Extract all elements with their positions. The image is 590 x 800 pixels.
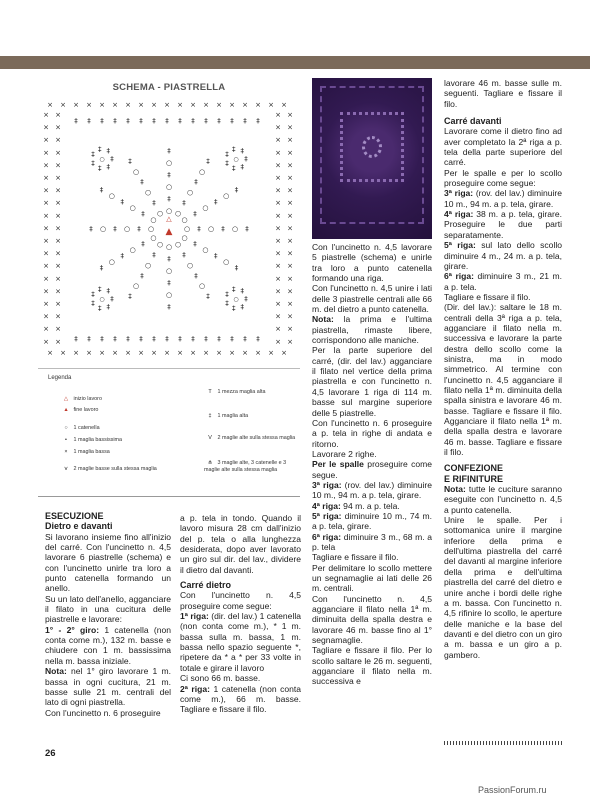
- svg-text:‡: ‡: [193, 240, 197, 248]
- svg-text:‡: ‡: [165, 335, 169, 343]
- svg-text:‡: ‡: [98, 145, 102, 154]
- legend-title: Legenda: [48, 375, 72, 381]
- svg-text:×: ×: [43, 111, 49, 119]
- watermark: PassionForum.ru: [478, 785, 547, 795]
- svg-text:‡: ‡: [182, 199, 186, 208]
- svg-text:‡: ‡: [141, 240, 145, 248]
- svg-text:‡: ‡: [244, 295, 248, 303]
- svg-text:‡: ‡: [221, 225, 225, 233]
- svg-text:○: ○: [150, 234, 157, 242]
- svg-text:○: ○: [108, 258, 115, 266]
- svg-text:○: ○: [150, 216, 157, 224]
- heading-dietro-davanti: Dietro e davanti: [45, 521, 113, 532]
- svg-text:×: ×: [60, 101, 66, 109]
- svg-text:×: ×: [275, 199, 281, 208]
- svg-text:‡: ‡: [120, 252, 124, 260]
- svg-text:×: ×: [43, 123, 49, 132]
- svg-text:×: ×: [287, 300, 293, 308]
- svg-text:○: ○: [198, 167, 206, 176]
- svg-text:‡: ‡: [167, 279, 171, 287]
- svg-text:▲: ▲: [165, 227, 173, 237]
- double-x-icon: ⋎: [64, 466, 68, 472]
- svg-text:‡: ‡: [167, 195, 171, 203]
- svg-text:×: ×: [287, 161, 293, 170]
- svg-text:‡: ‡: [214, 252, 218, 260]
- svg-text:‡: ‡: [74, 335, 78, 343]
- svg-text:○: ○: [202, 246, 209, 254]
- heading-carre-dietro: Carré dietro: [180, 580, 232, 591]
- svg-text:○: ○: [156, 209, 164, 218]
- svg-text:×: ×: [281, 101, 287, 109]
- svg-text:×: ×: [43, 224, 49, 233]
- svg-text:‡: ‡: [256, 117, 260, 125]
- svg-text:×: ×: [55, 211, 61, 220]
- svg-text:×: ×: [125, 349, 131, 357]
- legend-item-double: ‡ 1 maglia alta: [204, 413, 248, 420]
- svg-text:×: ×: [216, 101, 222, 109]
- svg-text:‡: ‡: [165, 117, 169, 125]
- svg-text:×: ×: [43, 148, 49, 157]
- legend-item-shell: ⋔ 3 maglie alte, 3 catenelle e 3 maglie alte sulla stessa maglia: [204, 460, 287, 473]
- svg-text:○: ○: [165, 183, 173, 191]
- svg-text:‡: ‡: [178, 117, 182, 125]
- svg-text:‡: ‡: [152, 199, 156, 208]
- svg-text:×: ×: [275, 337, 281, 346]
- crochet-chart-graphic: [38, 79, 300, 367]
- svg-text:‡: ‡: [194, 178, 198, 187]
- svg-text:×: ×: [112, 101, 118, 109]
- svg-text:‡: ‡: [230, 335, 234, 343]
- heading-confezione: CONFEZIONE: [444, 463, 504, 474]
- svg-text:○: ○: [174, 209, 182, 218]
- svg-text:×: ×: [190, 349, 196, 357]
- svg-text:×: ×: [203, 101, 209, 109]
- svg-text:×: ×: [287, 199, 293, 208]
- svg-text:○: ○: [202, 204, 209, 212]
- svg-text:‡: ‡: [206, 292, 210, 301]
- svg-text:‡: ‡: [243, 335, 247, 343]
- svg-text:×: ×: [151, 349, 157, 357]
- svg-text:○: ○: [132, 282, 140, 291]
- svg-text:×: ×: [99, 101, 105, 109]
- svg-text:×: ×: [287, 312, 293, 321]
- svg-text:×: ×: [55, 262, 61, 271]
- svg-text:×: ×: [287, 325, 293, 334]
- svg-text:×: ×: [112, 349, 118, 357]
- svg-text:×: ×: [55, 274, 61, 283]
- svg-text:‡: ‡: [89, 225, 93, 233]
- svg-text:×: ×: [287, 174, 293, 182]
- svg-text:‡: ‡: [113, 225, 117, 233]
- legend-item-single: × 1 maglia bassa: [60, 449, 110, 456]
- svg-text:○: ○: [231, 225, 239, 233]
- svg-text:‡: ‡: [240, 302, 244, 311]
- svg-text:×: ×: [275, 300, 281, 308]
- svg-text:×: ×: [73, 349, 79, 357]
- svg-text:‡: ‡: [110, 295, 114, 303]
- svg-text:×: ×: [43, 300, 49, 308]
- svg-text:○: ○: [207, 225, 215, 233]
- svg-text:×: ×: [229, 349, 235, 357]
- svg-text:‡: ‡: [139, 117, 143, 125]
- svg-text:×: ×: [287, 337, 293, 346]
- svg-text:‡: ‡: [106, 162, 110, 171]
- svg-text:×: ×: [287, 274, 293, 283]
- svg-text:○: ○: [99, 156, 105, 163]
- svg-text:‡: ‡: [191, 117, 195, 125]
- svg-text:○: ○: [99, 296, 105, 303]
- legend-item-half-double: Т 1 mezza maglia alta: [204, 389, 265, 396]
- svg-text:‡: ‡: [141, 210, 145, 218]
- swatch-photo: [312, 78, 432, 239]
- svg-text:‡: ‡: [137, 225, 141, 233]
- v-stitch-icon: V: [208, 435, 212, 441]
- svg-text:×: ×: [287, 224, 293, 233]
- svg-text:‡: ‡: [140, 178, 144, 187]
- svg-text:○: ○: [165, 267, 173, 275]
- svg-text:‡: ‡: [230, 117, 234, 125]
- svg-text:‡: ‡: [232, 304, 236, 313]
- column-2: a p. tela in tondo. Quando il lavoro misura 28 cm dall'inizio del p. tela o alla lunghezza desiderata, dopo aver lavorato un giro sul dir. del lav., dividere il dietro dal davanti. Carré dietro Con l'uncinetto n. 4,5 proseguire come segue: 1ª riga: (dir. del lav.) 1 catenella (non conta come m.), * 1 m. bassa sulla m. bassa, 1 m. bassa nello spazio seguente *, ripetere da * a * per 33 volte in totale e girare il lavoro Ci sono 66 m. basse. 2ª riga: 1 catenella (non conta come m.), 66 m. basse. Tagliare e fissare il filo.: [180, 513, 301, 715]
- svg-text:×: ×: [229, 101, 235, 109]
- svg-text:×: ×: [43, 174, 49, 182]
- svg-text:○: ○: [165, 159, 173, 167]
- dot-icon: •: [65, 437, 67, 443]
- svg-text:‡: ‡: [232, 145, 236, 154]
- svg-text:○: ○: [174, 240, 182, 249]
- svg-text:×: ×: [138, 101, 144, 109]
- half-double-icon: Т: [208, 389, 212, 395]
- svg-text:×: ×: [164, 101, 170, 109]
- svg-text:‡: ‡: [204, 335, 208, 343]
- svg-text:‡: ‡: [87, 335, 91, 343]
- svg-text:○: ○: [183, 225, 191, 233]
- svg-text:○: ○: [186, 261, 194, 270]
- svg-text:×: ×: [287, 186, 293, 195]
- svg-text:×: ×: [55, 186, 61, 195]
- svg-text:‡: ‡: [100, 335, 104, 343]
- column-4: lavorare 46 m. basse sulle m. seguenti. Tagliare e fissare il filo. Carré davanti Lavorare come il dietro fino ad aver completato la 2ª riga a p. tela della parte superiore del carré. Per le spalle e per lo scollo proseguire come segue: 3ª riga: (rov. del lav.) diminuire 10 m., 94 m. a p. tela, girare. 4ª riga: 38 m. a p. tela, girare. Proseguire le due parti separatamente. 5ª riga: sul lato dello scollo diminuire 4 m., 24 m. a p. tela, girare. 6ª riga: diminuire 3 m., 21 m. a p. tela. Tagliare e fissare il filo. (Dir. del lav.): saltare le 18 m. centrali della 3ª riga a p. tela, agganciare il filato nella m. successiva e lavorare la parte destra dello scollo come la sinistra, ma in modo simmetrico. Al termine con l'uncinetto n. 4,5 agganciare il filato nella 1ª m. diminuita della spalla sinistra e lavorare 46 m. basse. Tagliare e fissare il filo. Agganciare il filato nella 1ª m. della spalla destra e lavorare 46 m. basse. Tagliare e fissare il filo. CONFEZIONE E RIFINITURE Nota: tutte le cuciture saranno eseguite con l'uncinetto n. 4,5 a punto catenella. Unire le spalle. Per i sottomanica unire il margine inferiore della prima e dell'ultima piastrella del carré del davanti al margine inferiore della prima e dell'ultima piastrella del carré del dietro e unire anche i bordi delle righe a m. bassa. Con l'uncinetto n. 4,5 rifinire lo scollo, le aperture delle maniche e la base del davanti e del dietro con un giro a m. bassa e un giro a p. gambero.: [444, 78, 563, 660]
- svg-text:‡: ‡: [98, 304, 102, 313]
- svg-text:‡: ‡: [99, 186, 104, 194]
- svg-text:‡: ‡: [110, 155, 114, 163]
- svg-text:○: ○: [223, 258, 230, 266]
- svg-text:‡: ‡: [113, 335, 117, 343]
- svg-text:×: ×: [287, 262, 293, 271]
- svg-text:○: ○: [132, 167, 140, 176]
- svg-text:×: ×: [55, 312, 61, 321]
- svg-text:×: ×: [255, 349, 261, 357]
- column-1: ESECUZIONE Dietro e davanti Si lavorano insieme fino all'inizio del carré. Con l'uncinetto n. 4,5 lavorare 6 piastrelle (schema) e con l'uncinetto unirle tra loro a punto catenella formando un anello. Su un lato dell'anello, agganciare il filato in una cucitura delle piastrelle e lavorare: 1° - 2° giro: 1 catenella (non conta come m.), 132 m. basse e chiudere con 1 m. bassissima nella m. bassa iniziale. Nota: nel 1° giro lavorare 1 m. bassa in ogni cucitura, 21 m. basse sulle 21 m. centrali del lato di ogni piastrella. Con l'uncinetto n. 6 proseguire: [45, 511, 171, 718]
- svg-text:×: ×: [268, 101, 274, 109]
- svg-text:‡: ‡: [128, 292, 132, 301]
- svg-text:‡: ‡: [152, 250, 156, 259]
- svg-text:‡: ‡: [232, 285, 236, 294]
- svg-text:‡: ‡: [106, 147, 110, 156]
- svg-text:×: ×: [47, 101, 53, 109]
- svg-text:×: ×: [275, 224, 281, 233]
- double-crochet-icon: ‡: [208, 413, 212, 419]
- svg-text:×: ×: [43, 337, 49, 346]
- svg-text:×: ×: [43, 312, 49, 321]
- svg-text:○: ○: [165, 207, 173, 215]
- svg-text:‡: ‡: [128, 157, 132, 166]
- svg-text:‡: ‡: [234, 264, 239, 272]
- svg-text:‡: ‡: [91, 150, 95, 159]
- svg-text:×: ×: [275, 249, 281, 258]
- svg-text:×: ×: [151, 101, 157, 109]
- svg-text:×: ×: [55, 148, 61, 157]
- svg-text:‡: ‡: [214, 198, 218, 206]
- svg-text:‡: ‡: [191, 335, 195, 343]
- svg-text:‡: ‡: [245, 225, 249, 233]
- svg-text:‡: ‡: [74, 117, 78, 125]
- page-number: 26: [45, 748, 56, 759]
- svg-text:‡: ‡: [240, 147, 244, 156]
- dotted-end-rule: [444, 741, 562, 745]
- x-icon: ×: [64, 449, 68, 455]
- svg-text:×: ×: [287, 136, 293, 145]
- svg-text:‡: ‡: [140, 271, 144, 280]
- svg-text:×: ×: [43, 325, 49, 334]
- svg-text:×: ×: [275, 161, 281, 170]
- svg-text:‡: ‡: [99, 264, 104, 272]
- svg-text:×: ×: [242, 349, 248, 357]
- svg-text:×: ×: [55, 337, 61, 346]
- svg-text:‡: ‡: [106, 287, 110, 296]
- svg-text:‡: ‡: [232, 164, 236, 173]
- svg-text:×: ×: [287, 237, 293, 245]
- svg-text:×: ×: [275, 237, 281, 245]
- svg-text:‡: ‡: [178, 335, 182, 343]
- diagram-title: SCHEMA - PIASTRELLA: [112, 82, 226, 93]
- svg-text:×: ×: [275, 274, 281, 283]
- svg-text:‡: ‡: [206, 157, 210, 166]
- svg-text:×: ×: [55, 224, 61, 233]
- svg-text:×: ×: [275, 262, 281, 271]
- svg-text:×: ×: [86, 349, 92, 357]
- svg-text:‡: ‡: [87, 117, 91, 125]
- svg-text:‡: ‡: [225, 299, 229, 308]
- svg-text:×: ×: [55, 300, 61, 308]
- svg-text:‡: ‡: [193, 210, 197, 218]
- svg-text:×: ×: [55, 325, 61, 334]
- svg-text:×: ×: [55, 161, 61, 170]
- svg-text:×: ×: [275, 148, 281, 157]
- svg-text:‡: ‡: [91, 299, 95, 308]
- svg-text:×: ×: [43, 211, 49, 220]
- svg-text:×: ×: [43, 262, 49, 271]
- svg-text:○: ○: [144, 261, 152, 270]
- svg-text:‡: ‡: [98, 164, 102, 173]
- svg-text:‡: ‡: [225, 290, 229, 299]
- svg-text:×: ×: [275, 287, 281, 296]
- svg-text:‡: ‡: [91, 290, 95, 299]
- legend-item-chain: ○ 1 catenella: [60, 425, 100, 432]
- svg-text:○: ○: [165, 291, 173, 299]
- svg-text:‡: ‡: [256, 335, 260, 343]
- legend-item-v: V 2 maglie alte sulla stessa maglia: [204, 435, 295, 442]
- svg-text:×: ×: [275, 111, 281, 119]
- svg-text:×: ×: [275, 186, 281, 195]
- svg-text:○: ○: [147, 225, 155, 233]
- svg-text:×: ×: [55, 111, 61, 119]
- svg-text:○: ○: [108, 192, 115, 200]
- svg-text:‡: ‡: [225, 150, 229, 159]
- svg-text:×: ×: [177, 101, 183, 109]
- svg-text:‡: ‡: [152, 335, 156, 343]
- svg-text:○: ○: [181, 216, 188, 224]
- svg-text:×: ×: [86, 101, 92, 109]
- svg-text:×: ×: [55, 123, 61, 132]
- svg-text:○: ○: [129, 204, 136, 212]
- svg-text:○: ○: [99, 225, 107, 233]
- svg-text:×: ×: [275, 325, 281, 334]
- crochet-diagram: [38, 79, 300, 367]
- svg-text:○: ○: [156, 240, 164, 249]
- svg-text:×: ×: [43, 287, 49, 296]
- svg-text:×: ×: [216, 349, 222, 357]
- legend-item-start: △ inizio lavoro: [60, 396, 102, 403]
- legend-item-double-single: ⋎ 2 maglie basse sulla stessa maglia: [60, 466, 157, 473]
- svg-text:×: ×: [43, 186, 49, 195]
- svg-text:×: ×: [60, 349, 66, 357]
- svg-text:×: ×: [138, 349, 144, 357]
- svg-text:○: ○: [144, 188, 152, 197]
- svg-text:‡: ‡: [152, 117, 156, 125]
- svg-text:△: △: [166, 215, 172, 223]
- legend-item-end: ▲ fine lavoro: [60, 407, 98, 414]
- svg-text:‡: ‡: [113, 117, 117, 125]
- svg-text:×: ×: [43, 274, 49, 283]
- svg-text:×: ×: [43, 249, 49, 258]
- svg-text:○: ○: [129, 246, 136, 254]
- column-3: Con l'uncinetto n. 4,5 lavorare 5 piastrelle (schema) e unirle tra loro a punto catenella formando una riga. Con l'uncinetto n. 4,5 unire i lati delle 3 piastrelle centrali alle 66 m. del dietro a punto catenella. Nota: la prima e l'ultima piastrella, rimaste libere, corrispondono alle maniche. Per la parte superiore del carré, (dir. del lav.) agganciare il filato nel vertice della prima piastrella e con l'uncinetto n. 4,5 lavorare 1 riga di 114 m. basse sul margine superiore delle 5 piastrelle. Con l'uncinetto n. 6 proseguire a p. tela in righe di andata e ritorno. Lavorare 2 righe. Per le spalle proseguire come segue. 3ª riga: (rov. del lav.) diminuire 10 m., 94 m. a p. tela, girare. 4ª riga: 94 m. a p. tela. 5ª riga: diminuire 10 m., 74 m. a p. tela, girare. 6ª riga: diminuire 3 m., 68 m. a p. tela Tagliare e fissare il filo. Per delimitare lo scollo mettere un segnamaglie ai lati delle 26 m. centrali. Con l'uncinetto n. 4,5 agganciare il filato nella 1ª m. diminuita della spalla destra e lavorare 46 m. basse fino al 1° segnamaglie. Tagliare e fissare il filo. Per lo scollo saltare le 26 m. seguenti, agganciare il filato nella m. successiva e: [312, 242, 433, 687]
- svg-text:×: ×: [177, 349, 183, 357]
- chain-icon: ○: [64, 425, 68, 431]
- svg-text:×: ×: [287, 148, 293, 157]
- svg-text:‡: ‡: [126, 117, 130, 125]
- heading-esecuzione: ESECUZIONE: [45, 511, 104, 521]
- svg-text:×: ×: [125, 101, 131, 109]
- svg-text:×: ×: [287, 123, 293, 132]
- svg-text:×: ×: [43, 237, 49, 245]
- svg-text:×: ×: [55, 199, 61, 208]
- svg-text:×: ×: [203, 349, 209, 357]
- triangle-outline-icon: △: [63, 396, 69, 402]
- svg-text:×: ×: [255, 101, 261, 109]
- svg-text:‡: ‡: [240, 287, 244, 296]
- svg-text:‡: ‡: [217, 335, 221, 343]
- svg-text:○: ○: [198, 282, 206, 291]
- svg-text:×: ×: [47, 349, 53, 357]
- svg-text:×: ×: [55, 249, 61, 258]
- svg-text:×: ×: [164, 349, 170, 357]
- svg-text:○: ○: [123, 225, 131, 233]
- shell-icon: ⋔: [207, 460, 213, 466]
- svg-text:×: ×: [55, 136, 61, 145]
- svg-text:×: ×: [43, 199, 49, 208]
- heading-carre-davanti: Carré davanti: [444, 116, 502, 127]
- svg-text:○: ○: [181, 234, 188, 242]
- svg-text:‡: ‡: [234, 186, 239, 194]
- svg-text:‡: ‡: [167, 255, 171, 263]
- svg-text:‡: ‡: [197, 225, 201, 233]
- heading-rifiniture: E RIFINITURE: [444, 473, 504, 484]
- triangle-filled-icon: ▲: [63, 407, 69, 413]
- svg-text:×: ×: [275, 174, 281, 182]
- svg-text:○: ○: [165, 243, 173, 251]
- svg-text:×: ×: [287, 111, 293, 119]
- svg-text:‡: ‡: [106, 302, 110, 311]
- svg-text:×: ×: [55, 287, 61, 296]
- svg-text:○: ○: [233, 296, 239, 303]
- svg-text:‡: ‡: [225, 159, 229, 168]
- svg-text:‡: ‡: [167, 171, 171, 179]
- svg-text:‡: ‡: [139, 335, 143, 343]
- svg-text:‡: ‡: [240, 162, 244, 171]
- svg-text:×: ×: [275, 312, 281, 321]
- svg-text:×: ×: [275, 211, 281, 220]
- svg-text:×: ×: [73, 101, 79, 109]
- svg-text:‡: ‡: [182, 250, 186, 259]
- svg-text:×: ×: [43, 161, 49, 170]
- svg-text:○: ○: [186, 188, 194, 197]
- svg-text:‡: ‡: [91, 159, 95, 168]
- svg-text:‡: ‡: [194, 271, 198, 280]
- svg-text:×: ×: [287, 211, 293, 220]
- svg-text:‡: ‡: [243, 117, 247, 125]
- header-band: [0, 56, 590, 69]
- svg-text:‡: ‡: [244, 155, 248, 163]
- svg-text:×: ×: [43, 136, 49, 145]
- svg-text:×: ×: [287, 249, 293, 258]
- legend: [38, 368, 300, 493]
- svg-text:‡: ‡: [167, 303, 171, 311]
- svg-text:×: ×: [99, 349, 105, 357]
- svg-text:‡: ‡: [204, 117, 208, 125]
- svg-text:×: ×: [268, 349, 274, 357]
- legend-item-slip: • 1 maglia bassissima: [60, 437, 122, 444]
- svg-text:‡: ‡: [98, 285, 102, 294]
- svg-text:×: ×: [55, 237, 61, 245]
- svg-text:×: ×: [281, 349, 287, 357]
- section-divider: [38, 496, 300, 497]
- svg-text:‡: ‡: [100, 117, 104, 125]
- svg-text:×: ×: [55, 174, 61, 182]
- svg-text:×: ×: [287, 287, 293, 296]
- svg-text:‡: ‡: [126, 335, 130, 343]
- svg-text:×: ×: [242, 101, 248, 109]
- svg-text:‡: ‡: [167, 147, 171, 155]
- svg-text:○: ○: [233, 156, 239, 163]
- svg-text:‡: ‡: [120, 198, 124, 206]
- svg-text:×: ×: [275, 136, 281, 145]
- svg-text:○: ○: [223, 192, 230, 200]
- svg-text:×: ×: [190, 101, 196, 109]
- svg-text:‡: ‡: [217, 117, 221, 125]
- svg-text:×: ×: [275, 123, 281, 132]
